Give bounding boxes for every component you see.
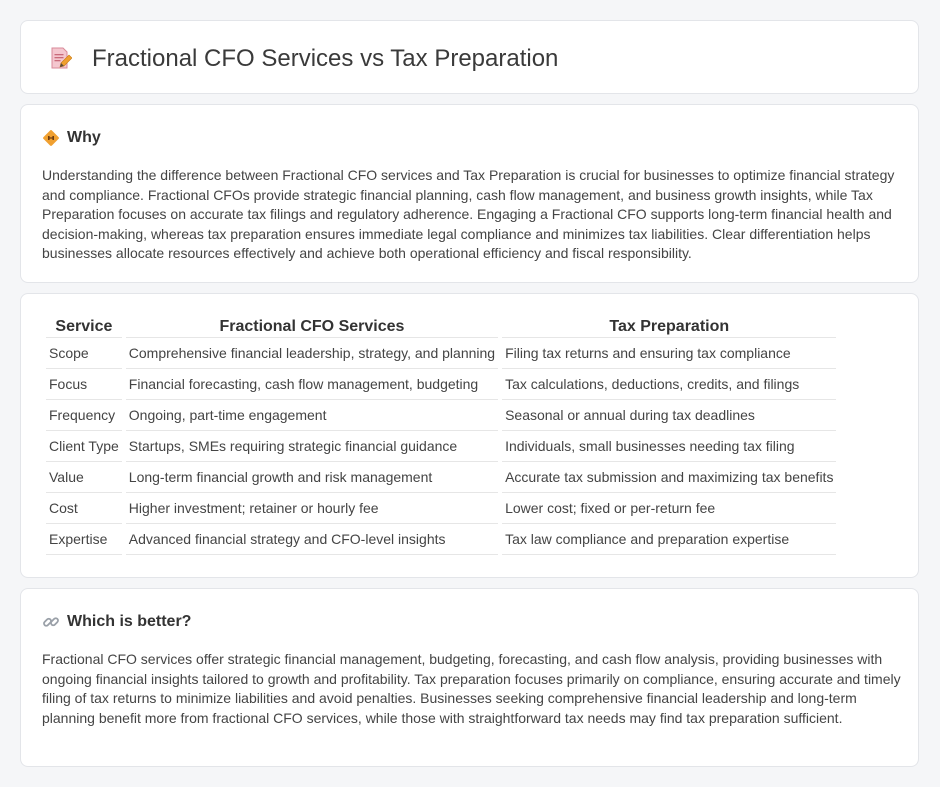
better-title: Which is better? bbox=[67, 613, 192, 630]
row-label: Client Type bbox=[46, 431, 122, 462]
tax-cell: Tax calculations, deductions, credits, and filings bbox=[502, 369, 836, 400]
table-row bbox=[46, 369, 836, 400]
cfo-cell: Financial forecasting, cash flow management, budgeting bbox=[126, 369, 498, 400]
cfo-cell: Startups, SMEs requiring strategic financial guidance bbox=[126, 431, 498, 462]
header-fractional-cfo: Fractional CFO Services bbox=[126, 316, 498, 338]
comparison-section bbox=[20, 293, 919, 578]
why-body: Understanding the difference between Fractional CFO services and Tax Preparation is crucial for businesses to optimize financial strategy and compliance. Fractional CFOs provide strategic financial planning, cash flow management, and business growth insights, while Tax Preparation focuses on accurate tax filings and regulatory adherence. Engaging a Fractional CFO supports long-term financial health and decision-making, whereas tax preparation ensures immediate legal compliance and minimizes tax liabilities. Clear differentiation helps businesses allocate resources effectively and achieve both operational efficiency and fiscal responsibility. bbox=[42, 167, 895, 262]
table-row bbox=[46, 462, 836, 493]
row-label: Expertise bbox=[46, 524, 122, 555]
header-service: Service bbox=[46, 316, 122, 338]
row-label: Focus bbox=[46, 369, 122, 400]
table-row bbox=[46, 493, 836, 524]
header-tax-preparation: Tax Preparation bbox=[502, 316, 836, 338]
comparison-table bbox=[42, 316, 840, 555]
row-label: Frequency bbox=[46, 400, 122, 431]
tax-cell: Accurate tax submission and maximizing tax benefits bbox=[502, 462, 836, 493]
link-icon bbox=[42, 613, 60, 631]
better-body: Fractional CFO services offer strategic financial management, budgeting, forecasting, and cash flow analysis, providing businesses with ongoing financial insights tailored to growth and profitability. Tax preparation focuses primarily on compliance, ensuring accurate and timely filing of tax returns to minimize liabilities and avoid penalties. Businesses seeking comprehensive financial leadership and long-term planning benefit more from fractional CFO services, while those with straightforward tax needs may find tax preparation sufficient. bbox=[42, 651, 901, 726]
table-row bbox=[46, 431, 836, 462]
diamond-sign-icon bbox=[42, 129, 60, 147]
table-row bbox=[46, 524, 836, 555]
tax-cell: Tax law compliance and preparation expertise bbox=[502, 524, 836, 555]
cfo-cell: Comprehensive financial leadership, strategy, and planning bbox=[126, 338, 498, 369]
table-header-row bbox=[46, 316, 836, 338]
cfo-cell: Higher investment; retainer or hourly fee bbox=[126, 493, 498, 524]
table-row bbox=[46, 400, 836, 431]
why-title: Why bbox=[67, 129, 101, 146]
cfo-cell: Ongoing, part-time engagement bbox=[126, 400, 498, 431]
row-label: Scope bbox=[46, 338, 122, 369]
tax-cell: Individuals, small businesses needing tax filing bbox=[502, 431, 836, 462]
why-section bbox=[20, 104, 919, 283]
cfo-cell: Advanced financial strategy and CFO-level insights bbox=[126, 524, 498, 555]
page-title: Fractional CFO Services vs Tax Preparation bbox=[92, 45, 559, 72]
cfo-cell: Long-term financial growth and risk management bbox=[126, 462, 498, 493]
header-card bbox=[20, 20, 919, 94]
tax-cell: Lower cost; fixed or per-return fee bbox=[502, 493, 836, 524]
tax-cell: Seasonal or annual during tax deadlines bbox=[502, 400, 836, 431]
row-label: Value bbox=[46, 462, 122, 493]
table-row bbox=[46, 338, 836, 369]
row-label: Cost bbox=[46, 493, 122, 524]
which-is-better-section bbox=[20, 588, 919, 767]
tax-cell: Filing tax returns and ensuring tax compliance bbox=[502, 338, 836, 369]
document-pencil-icon bbox=[48, 46, 72, 70]
